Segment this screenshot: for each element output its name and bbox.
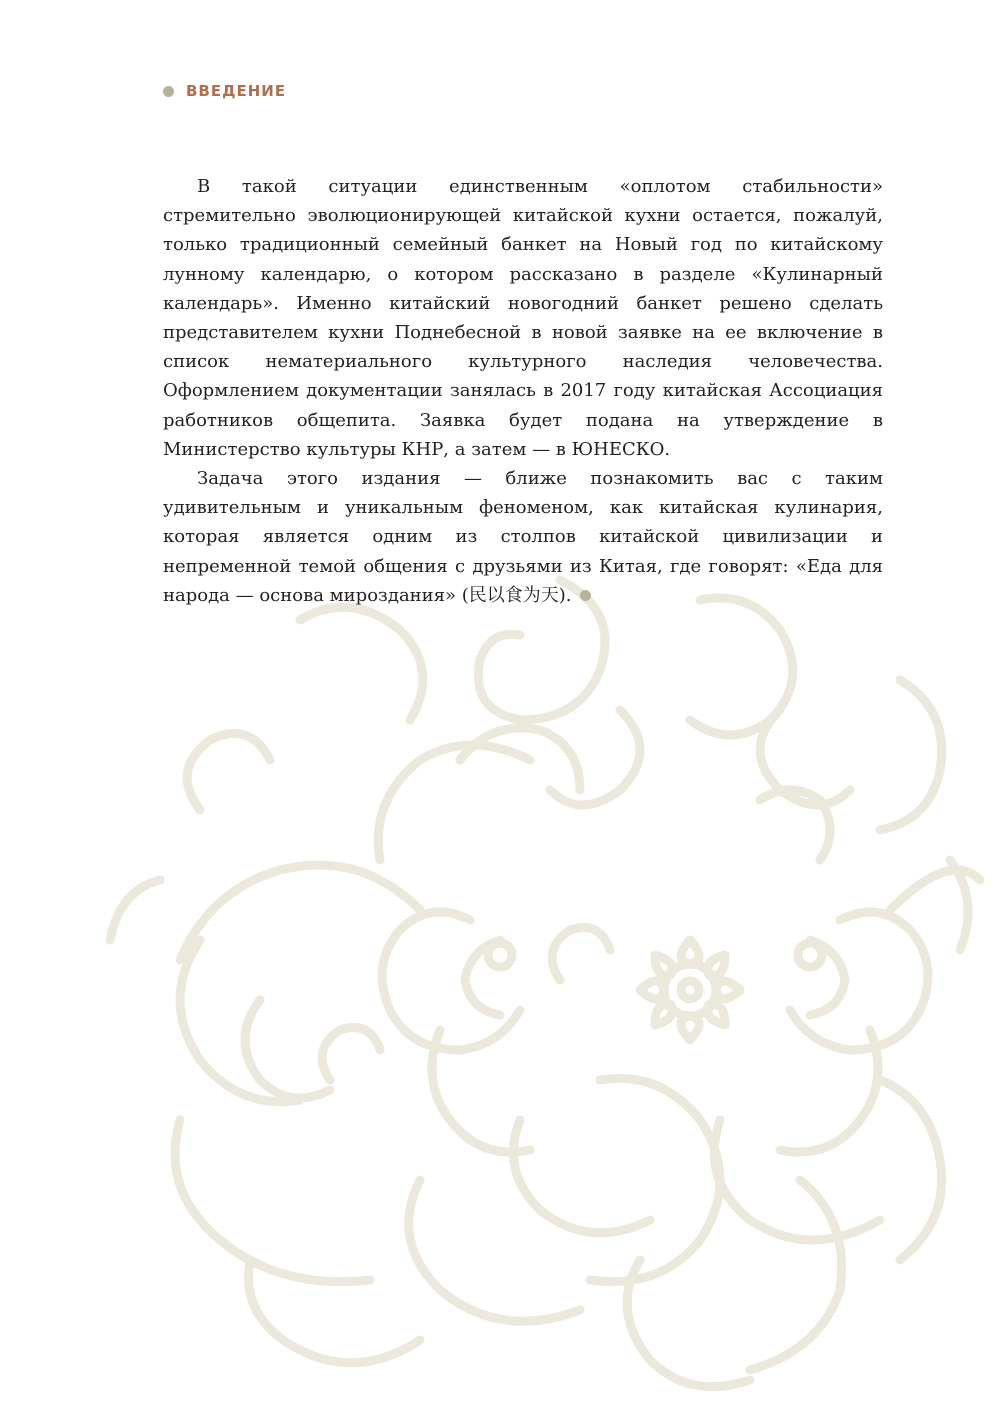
paragraph-text: Задача этого издания — ближе познакомить вас с таким удивительным и уникальным феноменом, как китайская кулинария, которая является одним из столпов китайской цивилизации и непременной темой общения с друзьями из Китая, где говорят: «Еда для народа — основа мироздания» (民以食为天). — [163, 468, 883, 606]
decorative-dragon-ornament — [0, 560, 1004, 1418]
end-bullet-icon — [580, 590, 591, 601]
section-title: ВВЕДЕНИЕ — [186, 82, 287, 100]
paragraph: В такой ситуации единственным «оплотом стабильности» стремительно эволюционирующей китайской кухни остается, пожалуй, только традиционный семейный банкет на Новый год по китайскому лунному календарю, о котором рассказано в разделе «Кулинарный календарь». Именно китайский новогодний банкет решено сделать представителем кухни Поднебесной в новой заявке на ее включение в список нематериального культурного наследия человечества. Оформлением документации занялась в 2017 году китайская Ассоциация работников общепита. Заявка будет подана на утверждение в Министерство культуры КНР, а затем — в ЮНЕСКО. — [163, 176, 883, 460]
section-header — [163, 82, 286, 100]
body-text — [163, 172, 883, 610]
header-bullet-icon — [163, 86, 174, 97]
paragraph-last — [163, 464, 883, 610]
